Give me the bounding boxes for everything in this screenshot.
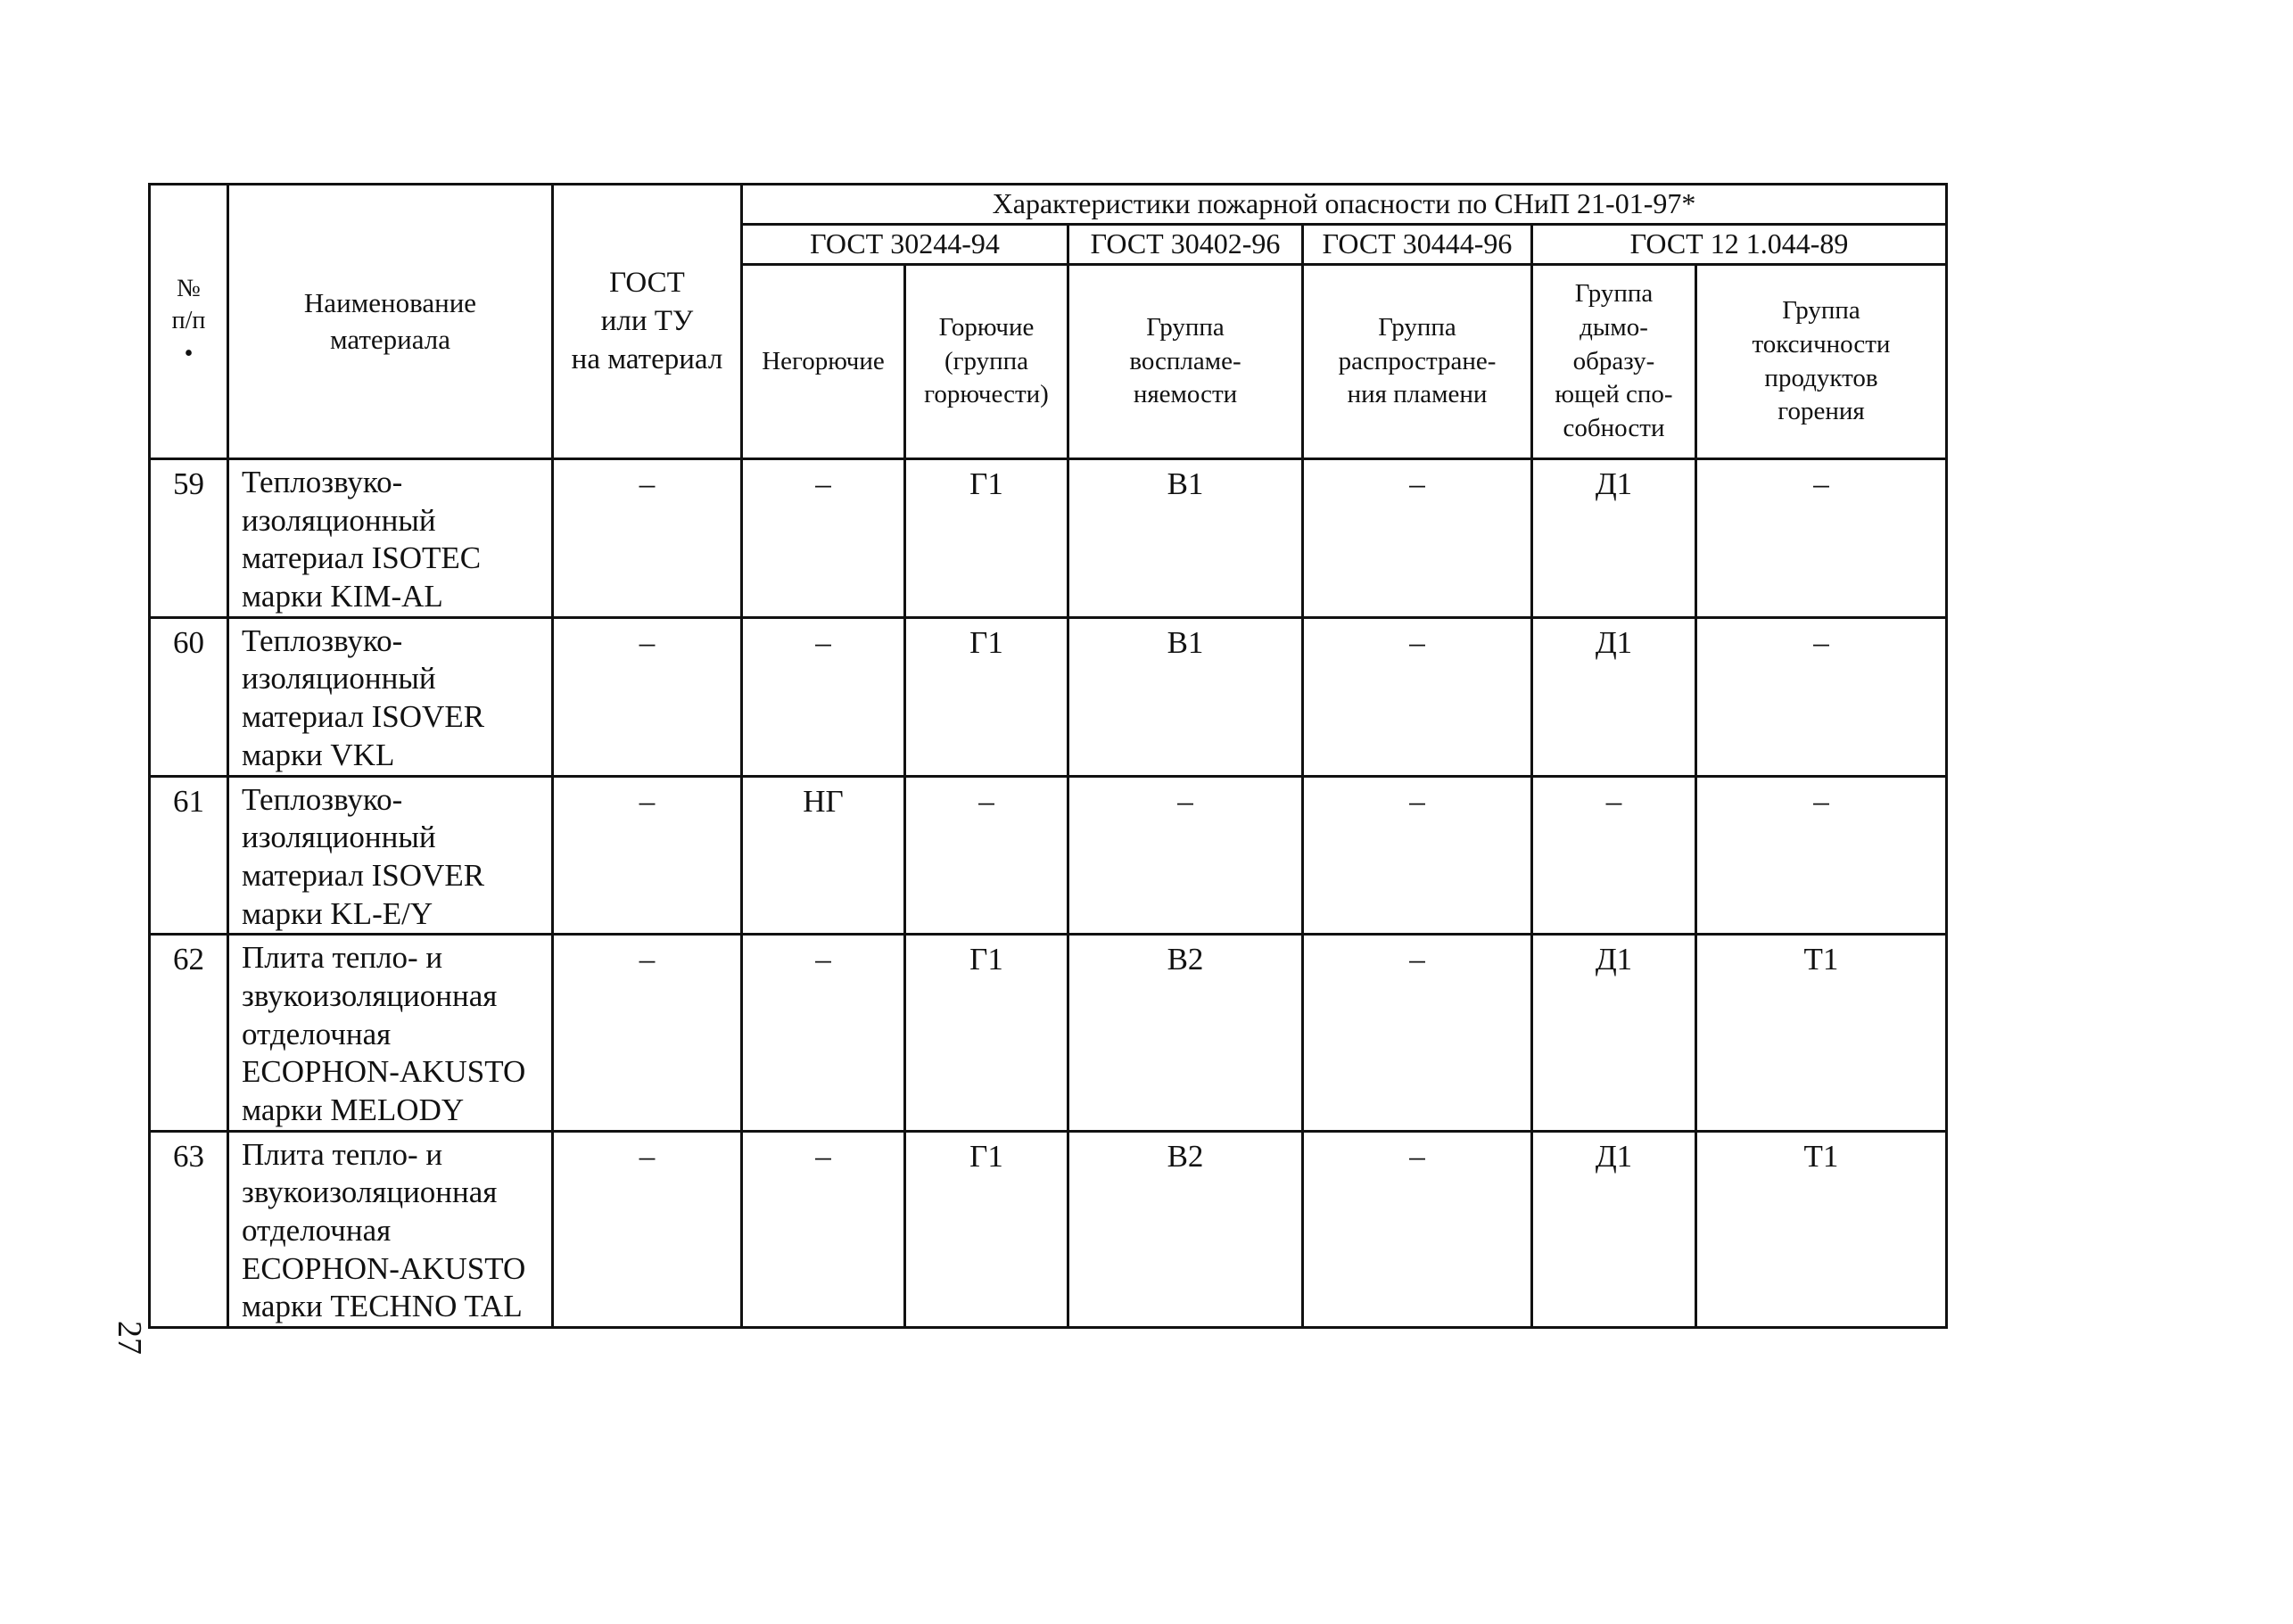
cell-combustible: Г1 <box>905 935 1068 1131</box>
header-smoke-generation <box>1532 265 1696 459</box>
cell-material-name <box>228 935 553 1131</box>
name-line: Теплозвуко- <box>242 781 403 817</box>
cell-noncombustible: – <box>742 459 905 618</box>
header-ignitability-line: няемости <box>1133 380 1238 409</box>
name-line: изоляционный <box>242 502 436 538</box>
header-gost-line: ГОСТ <box>609 267 685 300</box>
cell-num: 59 <box>150 459 228 618</box>
header-num-line: п/п <box>171 307 206 335</box>
table-body <box>150 459 1947 1328</box>
header-flame-spread <box>1303 265 1532 459</box>
header-num-line: • <box>184 339 194 367</box>
cell-ignitability: – <box>1068 776 1303 935</box>
cell-ignitability: В2 <box>1068 1131 1303 1327</box>
name-line: марки MELODY <box>242 1092 465 1127</box>
fire-hazard-table <box>148 183 1948 1329</box>
cell-noncombustible: – <box>742 935 905 1131</box>
header-material-name <box>228 185 553 459</box>
cell-gost: – <box>553 459 742 618</box>
name-line: изоляционный <box>242 661 436 697</box>
cell-smoke: Д1 <box>1532 935 1696 1131</box>
name-line: материал ISOVER <box>242 699 485 735</box>
header-smoke-line: Группа <box>1574 279 1654 309</box>
header-flame-spread-line: ния пламени <box>1347 380 1488 409</box>
header-num <box>150 185 228 459</box>
header-num-line: № <box>177 274 201 302</box>
cell-ignitability: В1 <box>1068 459 1303 618</box>
header-combustible-line: (группа <box>944 346 1029 375</box>
cell-gost: – <box>553 776 742 935</box>
cell-noncombustible: – <box>742 1131 905 1327</box>
header-gost-or-tu <box>553 185 742 459</box>
cell-material-name <box>228 1131 553 1327</box>
header-ignitability-line: Группа <box>1146 312 1225 342</box>
name-line: звукоизоляционная <box>242 977 498 1013</box>
name-line: материал ISOTEC <box>242 540 482 576</box>
header-fire-characteristics: Характеристики пожарной опасности по СНиП 21-01-97* <box>742 185 1947 225</box>
cell-noncombustible: – <box>742 617 905 776</box>
cell-flame-spread: – <box>1303 776 1532 935</box>
cell-material-name <box>228 776 553 935</box>
cell-flame-spread: – <box>1303 935 1532 1131</box>
name-line: изоляционный <box>242 820 436 855</box>
cell-smoke: Д1 <box>1532 1131 1696 1327</box>
cell-combustible: Г1 <box>905 1131 1068 1327</box>
header-smoke-line: собности <box>1563 414 1665 443</box>
table-row <box>150 776 1947 935</box>
header-toxicity-line: Группа <box>1782 296 1860 326</box>
cell-combustible: – <box>905 776 1068 935</box>
header-smoke-line: дымо- <box>1580 312 1648 342</box>
header-standard-30402: ГОСТ 30402-96 <box>1068 225 1303 265</box>
name-line: марки KIM-AL <box>242 579 443 614</box>
name-line: звукоизоляционная <box>242 1175 498 1210</box>
header-gost-line: на материал <box>571 342 723 375</box>
name-line: Теплозвуко- <box>242 465 403 499</box>
name-line: марки TECHNO TAL <box>242 1289 523 1324</box>
cell-num: 63 <box>150 1131 228 1327</box>
name-line: марки VKL <box>242 737 395 772</box>
header-ignitability <box>1068 265 1303 459</box>
header-flame-spread-line: распростране- <box>1338 346 1497 375</box>
name-line: Плита тепло- и <box>242 1136 443 1172</box>
table-row <box>150 1131 1947 1327</box>
table-row <box>150 617 1947 776</box>
name-line: отделочная <box>242 1016 392 1051</box>
page-number: 27 <box>111 1321 148 1355</box>
header-ignitability-line: воспламе- <box>1129 346 1241 375</box>
cell-num: 61 <box>150 776 228 935</box>
cell-combustible: Г1 <box>905 617 1068 776</box>
header-gost-line: или ТУ <box>600 305 694 338</box>
header-toxicity <box>1696 265 1947 459</box>
header-smoke-line: ющей спо- <box>1555 380 1673 409</box>
name-line: ECOPHON-AKUSTO <box>242 1054 526 1090</box>
cell-toxicity: – <box>1696 459 1947 618</box>
header-toxicity-line: токсичности <box>1752 329 1891 359</box>
cell-smoke: Д1 <box>1532 459 1696 618</box>
name-line: Плита тепло- и <box>242 940 443 976</box>
header-noncombustible: Негорючие <box>742 265 905 459</box>
cell-ignitability: В2 <box>1068 935 1303 1131</box>
cell-gost: – <box>553 617 742 776</box>
header-toxicity-line: продуктов <box>1764 363 1878 392</box>
cell-ignitability: В1 <box>1068 617 1303 776</box>
cell-smoke: Д1 <box>1532 617 1696 776</box>
cell-smoke: – <box>1532 776 1696 935</box>
cell-toxicity: – <box>1696 617 1947 776</box>
name-line: ECOPHON-AKUSTO <box>242 1250 526 1286</box>
header-name-line: Наименование <box>303 287 477 319</box>
cell-num: 60 <box>150 617 228 776</box>
name-line: материал ISOVER <box>242 857 485 893</box>
cell-toxicity: – <box>1696 776 1947 935</box>
table-row <box>150 935 1947 1131</box>
header-combustible <box>905 265 1068 459</box>
table-row <box>150 459 1947 618</box>
header-combustible-line: горючести) <box>924 380 1049 409</box>
header-flame-spread-line: Группа <box>1378 312 1456 342</box>
table-header <box>150 185 1947 459</box>
cell-gost: – <box>553 1131 742 1327</box>
header-smoke-line: образу- <box>1572 346 1655 375</box>
cell-flame-spread: – <box>1303 1131 1532 1327</box>
cell-noncombustible: НГ <box>742 776 905 935</box>
header-toxicity-line: горения <box>1777 397 1865 426</box>
cell-material-name <box>228 459 553 618</box>
cell-combustible: Г1 <box>905 459 1068 618</box>
cell-flame-spread: – <box>1303 617 1532 776</box>
name-line: Теплозвуко- <box>242 622 403 658</box>
name-line: марки KL-E/Y <box>242 895 433 931</box>
cell-toxicity: Т1 <box>1696 1131 1947 1327</box>
header-standard-30444: ГОСТ 30444-96 <box>1303 225 1532 265</box>
cell-gost: – <box>553 935 742 1131</box>
cell-material-name <box>228 617 553 776</box>
header-name-line: материала <box>329 323 451 355</box>
header-combustible-line: Горючие <box>938 312 1035 342</box>
cell-num: 62 <box>150 935 228 1131</box>
cell-flame-spread: – <box>1303 459 1532 618</box>
header-standard-12-1-044: ГОСТ 12 1.044-89 <box>1532 225 1947 265</box>
cell-toxicity: Т1 <box>1696 935 1947 1131</box>
name-line: отделочная <box>242 1213 392 1249</box>
header-standard-30244: ГОСТ 30244-94 <box>742 225 1068 265</box>
